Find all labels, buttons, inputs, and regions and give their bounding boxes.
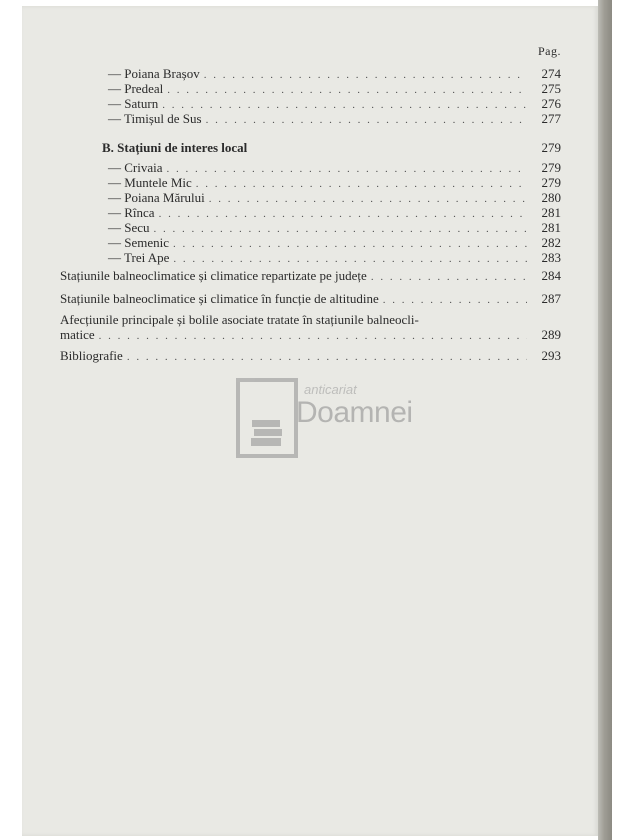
chapter-label-line1: Afecțiunile principale și bolile asociate tratate în stațiunile balneocli- [60, 312, 419, 327]
leader-dots [383, 292, 527, 308]
toc-entry [108, 111, 561, 128]
toc-entry-page: 275 [541, 81, 561, 96]
toc-entry-page: 279 [541, 175, 561, 190]
toc-entry-label: — Poiana Mărului [108, 190, 205, 205]
books-icon [250, 418, 284, 448]
toc-entry-label: — Timișul de Sus [108, 111, 202, 126]
chapter-label: Stațiunile balneoclimatice și climatice repartizate pe județe [60, 268, 367, 283]
leader-dots [127, 349, 527, 365]
watermark-logo [236, 378, 413, 462]
toc-entry-page: 279 [541, 160, 561, 175]
chapter-page: 284 [541, 268, 561, 283]
bibliography-label: Bibliografie [60, 348, 123, 363]
toc-entry-page: 281 [541, 205, 561, 220]
toc-entry-label: — Rînca [108, 205, 155, 220]
leader-dots [173, 251, 527, 267]
toc-entry-label: — Saturn [108, 96, 159, 111]
toc-chapter-multiline [60, 312, 561, 344]
leader-dots [99, 328, 527, 344]
section-label: B. Stațiuni de interes local [102, 140, 248, 155]
toc-entry-label: — Secu [108, 220, 150, 235]
background-margin [612, 0, 630, 840]
toc-entry-page: 283 [541, 250, 561, 265]
watermark-small-text: anticariat [304, 382, 357, 397]
toc-entry-page: 280 [541, 190, 561, 205]
chapter-page: 289 [541, 327, 561, 342]
toc-entry-label: — Trei Ape [108, 250, 170, 265]
toc-entry-page: 277 [541, 111, 561, 126]
chapter-page: 287 [541, 291, 561, 306]
toc-entry-page: 281 [541, 220, 561, 235]
toc-chapter [60, 268, 561, 285]
toc-entry-page: 274 [541, 66, 561, 81]
toc-entry-page: 276 [541, 96, 561, 111]
chapter-label-line2: matice [60, 327, 95, 342]
toc-entry-label: — Predeal [108, 81, 164, 96]
leader-dots [371, 269, 527, 285]
toc-chapter [60, 348, 561, 365]
chapter-label: Stațiunile balneoclimatice și climatice în funcție de altitudine [60, 291, 379, 306]
toc-entry-label: — Semenic [108, 235, 170, 250]
toc-entry-label: — Crivaia [108, 160, 163, 175]
watermark-big-text: Doamnei [296, 396, 413, 429]
leader-dots [206, 112, 527, 128]
bibliography-page: 293 [541, 348, 561, 363]
toc-chapter [60, 291, 561, 308]
section-page: 279 [541, 140, 561, 155]
page-edge [598, 0, 612, 840]
toc-entry [108, 250, 561, 267]
pag-header: Pag. [538, 44, 561, 58]
toc-entry-label: — Poiana Brașov [108, 66, 200, 81]
toc-entry-label: — Muntele Mic [108, 175, 192, 190]
toc-section-heading [102, 140, 561, 156]
toc-entry-page: 282 [541, 235, 561, 250]
